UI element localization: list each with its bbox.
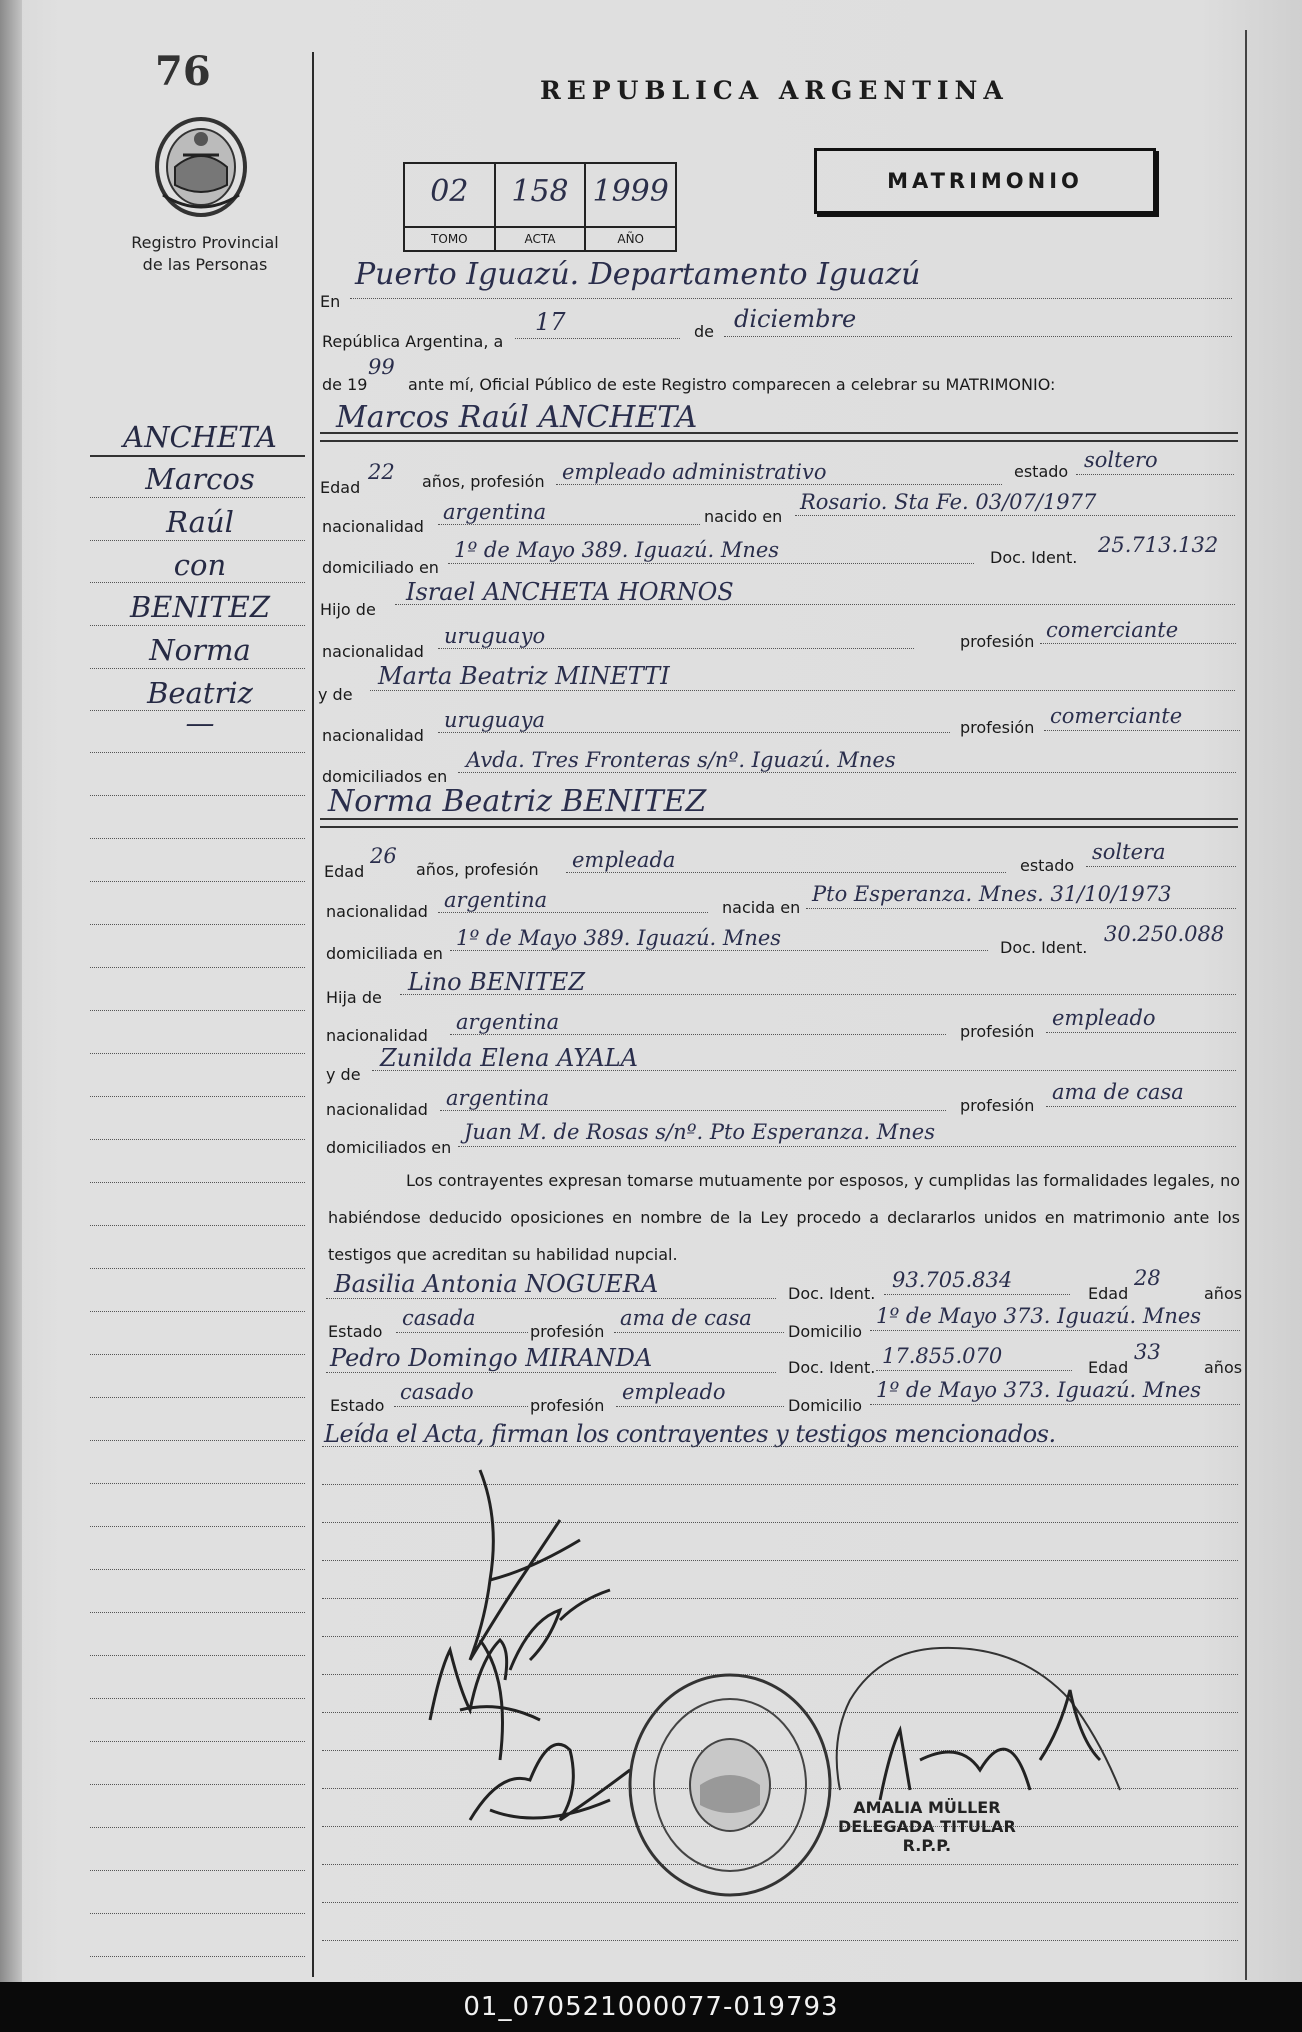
margin-rule	[90, 838, 305, 839]
bride-status: soltera	[1092, 840, 1166, 864]
groom-father-profession: comerciante	[1046, 618, 1179, 642]
witness-2-address: 1º de Mayo 373. Iguazú. Mnes	[876, 1378, 1202, 1402]
groom-mother-profession: comerciante	[1050, 704, 1183, 728]
margin-rule	[90, 795, 305, 796]
margin-rule	[90, 1526, 305, 1527]
margin-rule	[90, 1182, 305, 1183]
margin-surname-groom: ANCHETA	[123, 420, 277, 454]
signature-bride-icon	[410, 1580, 630, 1730]
year: 99	[368, 355, 395, 379]
margin-name-2: Raúl	[166, 505, 234, 539]
official-name: AMALIA MÜLLER	[853, 1798, 1001, 1817]
bride-father: Lino BENITEZ	[408, 968, 585, 996]
margin-rule	[90, 1354, 305, 1355]
groom-mother-nationality: uruguaya	[444, 708, 545, 732]
month: diciembre	[734, 305, 857, 333]
tomo-value: 02	[430, 174, 469, 209]
margin-rule	[90, 1483, 305, 1484]
document-id: 01_070521000077-019793	[0, 1982, 1302, 2032]
margin-rule	[90, 1010, 305, 1011]
margin-divider	[312, 52, 314, 1977]
margin-rule	[90, 1311, 305, 1312]
margin-surname-bride: BENITEZ	[130, 590, 270, 624]
groom-birthplace: Rosario. Sta Fe. 03/07/1977	[800, 490, 1097, 514]
ano-value: 1999	[592, 174, 669, 209]
groom-parents-address: Avda. Tres Fronteras s/nº. Iguazú. Mnes	[466, 748, 896, 772]
reference-box	[403, 162, 677, 252]
day: 17	[535, 308, 566, 336]
witness-2-name: Pedro Domingo MIRANDA	[330, 1344, 653, 1372]
groom-doc: 25.713.132	[1098, 533, 1219, 557]
official-title: DELEGADA TITULAR	[838, 1817, 1016, 1836]
ano-cell	[586, 164, 675, 250]
bride-parents-address: Juan M. de Rosas s/nº. Pto Esperanza. Mnes	[464, 1120, 935, 1144]
margin-rule	[90, 1913, 305, 1914]
witness-1-name: Basilia Antonia NOGUERA	[334, 1270, 659, 1298]
margin-rule	[90, 967, 305, 968]
margin-rule	[90, 1956, 305, 1957]
margin-rule	[90, 1741, 305, 1742]
country-title: REPUBLICA ARGENTINA	[540, 76, 1009, 105]
margin-dash: —	[185, 706, 215, 740]
bride-age: 26	[370, 844, 397, 868]
witness-1-age: 28	[1134, 1266, 1161, 1290]
bride-profession: empleada	[572, 848, 676, 872]
margin-rule	[90, 752, 305, 753]
bride-address: 1º de Mayo 389. Iguazú. Mnes	[456, 926, 782, 950]
bride-mother: Zunilda Elena AYALA	[380, 1044, 638, 1072]
groom-status: soltero	[1084, 448, 1158, 472]
acta-value: 158	[511, 174, 569, 209]
margin-rule	[90, 1698, 305, 1699]
margin-rule	[90, 1655, 305, 1656]
registry-name: Registro Provincial de las Personas	[131, 233, 279, 274]
acta-label: ACTA	[496, 226, 585, 250]
margin-name-1: Marcos	[145, 462, 255, 496]
bride-doc: 30.250.088	[1104, 922, 1225, 946]
margin-rule	[90, 1268, 305, 1269]
margin-rule	[90, 1053, 305, 1054]
declaration-text: Los contrayentes expresan tomarse mutuamente por esposos, y cumplidas las formalidades legales, no habiéndose deducido oposiciones en nombre de la Ley procedo a declararlos unidos en matrimonio ante los testigos que acreditan su habilidad nupcial.	[328, 1171, 1240, 1264]
signature-rule	[322, 1940, 1238, 1941]
margin-rule	[90, 1397, 305, 1398]
witness-1-profession: ama de casa	[620, 1306, 752, 1330]
bride-mother-nationality: argentina	[446, 1086, 550, 1110]
bride-name: Norma Beatriz BENITEZ	[328, 784, 707, 819]
ano-label: AÑO	[586, 226, 675, 250]
margin-name-3: Norma	[149, 633, 251, 667]
margin-rule	[90, 924, 305, 925]
witness-2-status: casado	[400, 1380, 474, 1404]
bride-father-nationality: argentina	[456, 1010, 560, 1034]
bride-birthplace: Pto Esperanza. Mnes. 31/10/1973	[812, 882, 1172, 906]
right-border	[1245, 30, 1247, 1980]
witness-2-doc: 17.855.070	[882, 1344, 1003, 1368]
margin-con: con	[173, 548, 227, 582]
official-seal-icon	[620, 1665, 840, 1905]
margin-rule	[90, 1784, 305, 1785]
tomo-cell	[405, 164, 496, 250]
groom-father-nationality: uruguayo	[444, 624, 546, 648]
book-binding	[0, 0, 22, 1982]
witness-1-doc: 93.705.834	[892, 1268, 1013, 1292]
official-org: R.P.P.	[902, 1836, 952, 1855]
margin-rule	[90, 1569, 305, 1570]
bride-mother-profession: ama de casa	[1052, 1080, 1184, 1104]
tomo-label: TOMO	[405, 226, 494, 250]
groom-mother: Marta Beatriz MINETTI	[378, 662, 670, 690]
margin-rule	[90, 1096, 305, 1097]
witness-2-profession: empleado	[622, 1380, 726, 1404]
groom-profession: empleado administrativo	[562, 460, 827, 484]
bride-father-profession: empleado	[1052, 1006, 1156, 1030]
margin-rule	[90, 1827, 305, 1828]
coat-of-arms-icon	[153, 115, 249, 219]
margin-rule	[90, 1870, 305, 1871]
acta-cell	[496, 164, 587, 250]
act-type-box: MATRIMONIO	[814, 148, 1156, 214]
margin-rule	[90, 881, 305, 882]
witness-2-age: 33	[1134, 1340, 1161, 1364]
groom-address: 1º de Mayo 389. Iguazú. Mnes	[454, 538, 780, 562]
groom-father: Israel ANCHETA HORNOS	[406, 578, 734, 606]
bride-nationality: argentina	[444, 888, 548, 912]
witness-1-status: casada	[402, 1306, 476, 1330]
margin-rule	[90, 1440, 305, 1441]
margin-rule	[90, 1612, 305, 1613]
official-block	[838, 1798, 1016, 1855]
groom-age: 22	[368, 460, 395, 484]
groom-nationality: argentina	[443, 500, 547, 524]
act-page: 76 Registro Provincial de las Personas REPUBLICA ARGENTINA 02 TOMO 158 ACTA 1999 AÑO MATRIMONIO ANCHETA Marcos Raúl con BENITEZ Norma Beatriz — En Puerto Iguazú. Departamento Iguazú República Argentina, a 17 de diciembre de 19 99 ante mí, Oficial Público de este Registro comparecen a celebrar su MATRIMONIO: Marcos Raúl ANCHETA Edad 22 años, profesión empleado administrativo estado soltero nacionalidad argentina nacido en Rosario. Sta Fe. 03/07/1977 domiciliado en 1º de Mayo 389. Iguazú. Mnes Doc. Ident. 25.713.132 Hijo de Israel ANCHETA HORNOS nacionalidad uruguayo profesión comerciante y de Marta Beatriz MINETTI nacionalidad uruguaya profesión comerciante domiciliados en Avda. Tres Fronteras s/nº. Iguazú. Mnes Norma Beatriz BENITEZ Edad 26 años, profesión empleada estado soltera nacionalidad argentina nacida en Pto Esperanza. Mnes. 31/10/1973 domiciliada en 1º de Mayo 389. Iguazú. Mnes Doc. Ident. 30.250.088 Hija de Lino BENITEZ nacionalidad argentina profesión empleado y de Zunilda Elena AYALA nacionalidad argentina profesión ama de casa domiciliados en Juan M. de Rosas s/nº. Pto Esperanza. Mnes Los contrayentes expresan tomarse mutuamente por esposos, y cumplidas las formalidades legales, no habiéndose deducido oposiciones en nombre de la Ley procedo a declararlos unidos en matrimonio ante los testigos que acreditan su habilidad nupcial. Basilia Antonia NOGUERA Doc. Ident. 93.705.834 Edad 28 años Estado casada profesión ama de casa Domicilio 1º de Mayo 373. Iguazú. Mnes Pedro Domingo MIRANDA Doc. Ident. 17.855.070 Edad 33 años Estado casado profesión empleado Domicilio 1º de Mayo 373. Iguazú. Mnes Leída el Acta, firman los contrayentes y testigos mencionados. AMALIA MÜLLER DELEGADA TITULAR R.P.P.	[0, 0, 1302, 1982]
signature-witness-icon	[460, 1710, 640, 1840]
margin-rule	[90, 1225, 305, 1226]
margin-name-4: Beatriz	[147, 676, 253, 710]
closing-text: Leída el Acta, firman los contrayentes y testigos mencionados.	[324, 1420, 1056, 1448]
witness-1-address: 1º de Mayo 373. Iguazú. Mnes	[876, 1304, 1202, 1328]
groom-name: Marcos Raúl ANCHETA	[336, 400, 698, 435]
margin-rule	[90, 1139, 305, 1140]
folio-number: 76	[155, 48, 211, 95]
place: Puerto Iguazú. Departamento Iguazú	[355, 257, 921, 292]
